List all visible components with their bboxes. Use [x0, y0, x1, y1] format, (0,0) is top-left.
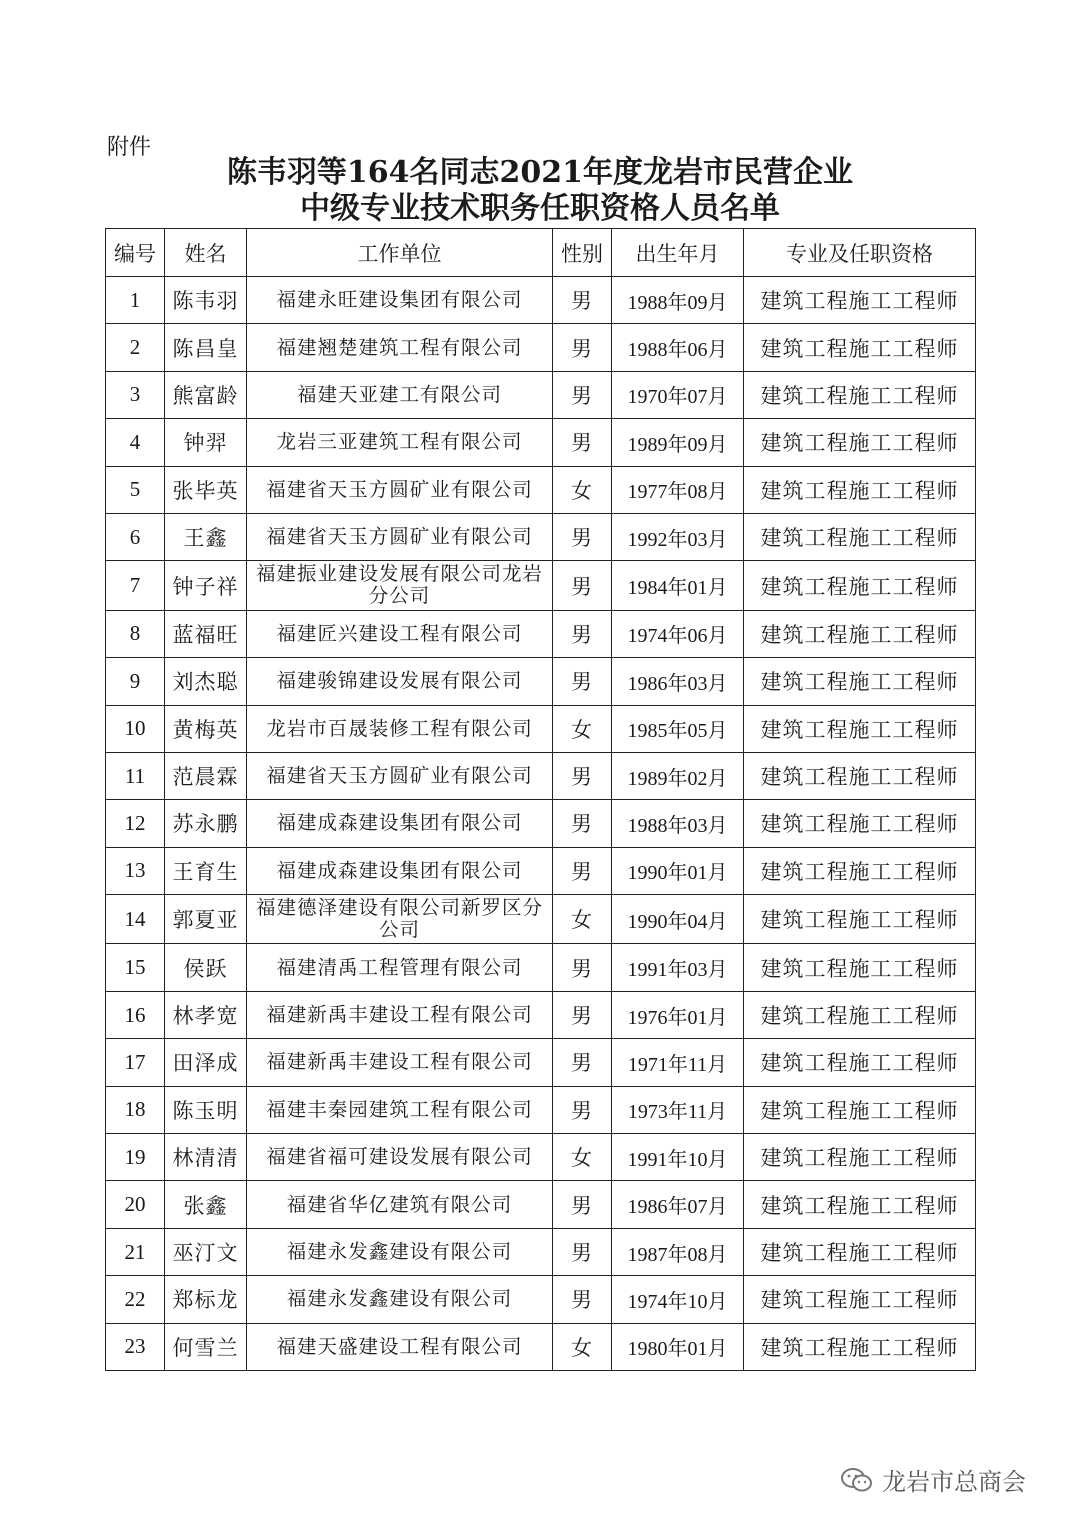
cell-sex: 男	[553, 658, 612, 705]
cell-qualification: 建筑工程施工工程师	[744, 658, 976, 705]
cell-number: 15	[106, 944, 165, 991]
cell-qualification: 建筑工程施工工程师	[744, 419, 976, 466]
table-row	[106, 1323, 976, 1370]
cell-sex: 女	[553, 466, 612, 513]
table-row	[106, 324, 976, 371]
cell-birth: 1989年02月	[612, 752, 744, 799]
cell-birth: 1974年06月	[612, 610, 744, 657]
cell-number: 4	[106, 419, 165, 466]
cell-number: 3	[106, 371, 165, 418]
cell-birth: 1988年09月	[612, 277, 744, 324]
cell-work-unit: 龙岩市百晟装修工程有限公司	[247, 705, 553, 752]
document-title-line2: 中级专业技术职务任职资格人员名单	[300, 191, 780, 226]
cell-birth: 1980年01月	[612, 1323, 744, 1370]
cell-name: 钟子祥	[165, 561, 247, 610]
cell-qualification: 建筑工程施工工程师	[744, 1228, 976, 1275]
table-row	[106, 705, 976, 752]
cell-qualification: 建筑工程施工工程师	[744, 1276, 976, 1323]
cell-number: 20	[106, 1181, 165, 1228]
column-header-qualification: 专业及任职资格	[744, 229, 976, 277]
cell-qualification: 建筑工程施工工程师	[744, 1039, 976, 1086]
cell-birth: 1991年10月	[612, 1134, 744, 1181]
cell-sex: 男	[553, 419, 612, 466]
cell-sex: 男	[553, 1276, 612, 1323]
table-row	[106, 561, 976, 610]
cell-number: 9	[106, 658, 165, 705]
table-row	[106, 1086, 976, 1133]
cell-name: 何雪兰	[165, 1323, 247, 1370]
table-row	[106, 1134, 976, 1181]
cell-number: 16	[106, 991, 165, 1038]
table-row	[106, 800, 976, 847]
cell-qualification: 建筑工程施工工程师	[744, 561, 976, 610]
table-row	[106, 895, 976, 944]
cell-name: 巫汀文	[165, 1228, 247, 1275]
cell-birth: 1974年10月	[612, 1276, 744, 1323]
table-header-row	[106, 229, 976, 277]
table-row	[106, 1039, 976, 1086]
cell-number: 17	[106, 1039, 165, 1086]
cell-birth: 1977年08月	[612, 466, 744, 513]
roster-table	[105, 228, 976, 1371]
document-title-line1: 陈韦羽等164名同志2021年度龙岩市民营企业	[226, 155, 854, 190]
cell-name: 王鑫	[165, 513, 247, 560]
cell-name: 张鑫	[165, 1181, 247, 1228]
table-row	[106, 610, 976, 657]
cell-name: 林清清	[165, 1134, 247, 1181]
cell-birth: 1971年11月	[612, 1039, 744, 1086]
table-row	[106, 847, 976, 894]
cell-number: 8	[106, 610, 165, 657]
cell-number: 6	[106, 513, 165, 560]
cell-number: 2	[106, 324, 165, 371]
cell-work-unit: 福建新禹丰建设工程有限公司	[247, 991, 553, 1038]
cell-work-unit: 福建振业建设发展有限公司龙岩分公司	[247, 561, 553, 610]
cell-work-unit: 福建成森建设集团有限公司	[247, 800, 553, 847]
cell-work-unit: 福建骏锦建设发展有限公司	[247, 658, 553, 705]
column-header-birth: 出生年月	[612, 229, 744, 277]
cell-qualification: 建筑工程施工工程师	[744, 1181, 976, 1228]
cell-number: 21	[106, 1228, 165, 1275]
cell-qualification: 建筑工程施工工程师	[744, 752, 976, 799]
cell-work-unit: 福建匠兴建设工程有限公司	[247, 610, 553, 657]
cell-sex: 男	[553, 1228, 612, 1275]
cell-number: 13	[106, 847, 165, 894]
cell-work-unit: 福建省福可建设发展有限公司	[247, 1134, 553, 1181]
cell-birth: 1990年01月	[612, 847, 744, 894]
cell-number: 18	[106, 1086, 165, 1133]
cell-sex: 男	[553, 944, 612, 991]
cell-qualification: 建筑工程施工工程师	[744, 991, 976, 1038]
cell-name: 侯跃	[165, 944, 247, 991]
cell-qualification: 建筑工程施工工程师	[744, 277, 976, 324]
cell-qualification: 建筑工程施工工程师	[744, 513, 976, 560]
cell-name: 陈韦羽	[165, 277, 247, 324]
table-row	[106, 991, 976, 1038]
cell-work-unit: 福建新禹丰建设工程有限公司	[247, 1039, 553, 1086]
watermark-text: 龙岩市总商会	[882, 1468, 1026, 1496]
cell-number: 7	[106, 561, 165, 610]
cell-work-unit: 福建永旺建设集团有限公司	[247, 277, 553, 324]
cell-name: 刘杰聪	[165, 658, 247, 705]
cell-work-unit: 福建清禹工程管理有限公司	[247, 944, 553, 991]
cell-work-unit: 福建省天玉方圆矿业有限公司	[247, 513, 553, 560]
cell-work-unit: 福建省天玉方圆矿业有限公司	[247, 466, 553, 513]
cell-name: 蓝福旺	[165, 610, 247, 657]
table-row	[106, 371, 976, 418]
cell-name: 田泽成	[165, 1039, 247, 1086]
cell-number: 22	[106, 1276, 165, 1323]
table-row	[106, 277, 976, 324]
cell-work-unit: 福建永发鑫建设有限公司	[247, 1228, 553, 1275]
column-header-work-unit: 工作单位	[247, 229, 553, 277]
cell-qualification: 建筑工程施工工程师	[744, 466, 976, 513]
cell-sex: 男	[553, 561, 612, 610]
cell-name: 苏永鹏	[165, 800, 247, 847]
cell-sex: 男	[553, 277, 612, 324]
cell-sex: 男	[553, 610, 612, 657]
cell-name: 陈昌皇	[165, 324, 247, 371]
column-header-number: 编号	[106, 229, 165, 277]
cell-name: 郑标龙	[165, 1276, 247, 1323]
cell-number: 19	[106, 1134, 165, 1181]
cell-sex: 女	[553, 705, 612, 752]
cell-sex: 女	[553, 1134, 612, 1181]
cell-work-unit: 福建省华亿建筑有限公司	[247, 1181, 553, 1228]
table-row	[106, 513, 976, 560]
table-row	[106, 1181, 976, 1228]
cell-sex: 男	[553, 1181, 612, 1228]
cell-qualification: 建筑工程施工工程师	[744, 1086, 976, 1133]
cell-name: 郭夏亚	[165, 895, 247, 944]
cell-number: 10	[106, 705, 165, 752]
cell-sex: 男	[553, 1039, 612, 1086]
cell-qualification: 建筑工程施工工程师	[744, 944, 976, 991]
cell-sex: 男	[553, 324, 612, 371]
cell-birth: 1984年01月	[612, 561, 744, 610]
cell-work-unit: 福建翘楚建筑工程有限公司	[247, 324, 553, 371]
cell-name: 王育生	[165, 847, 247, 894]
cell-number: 12	[106, 800, 165, 847]
cell-name: 陈玉明	[165, 1086, 247, 1133]
cell-number: 5	[106, 466, 165, 513]
cell-name: 张毕英	[165, 466, 247, 513]
roster-body	[106, 277, 976, 1371]
cell-name: 钟羿	[165, 419, 247, 466]
cell-number: 14	[106, 895, 165, 944]
cell-sex: 男	[553, 847, 612, 894]
cell-birth: 1973年11月	[612, 1086, 744, 1133]
cell-birth: 1986年03月	[612, 658, 744, 705]
cell-sex: 男	[553, 991, 612, 1038]
cell-birth: 1988年03月	[612, 800, 744, 847]
cell-work-unit: 福建天亚建工有限公司	[247, 371, 553, 418]
cell-sex: 女	[553, 1323, 612, 1370]
table-row	[106, 658, 976, 705]
table-row	[106, 1276, 976, 1323]
cell-number: 23	[106, 1323, 165, 1370]
cell-birth: 1990年04月	[612, 895, 744, 944]
cell-qualification: 建筑工程施工工程师	[744, 800, 976, 847]
cell-birth: 1970年07月	[612, 371, 744, 418]
cell-work-unit: 龙岩三亚建筑工程有限公司	[247, 419, 553, 466]
cell-work-unit: 福建永发鑫建设有限公司	[247, 1276, 553, 1323]
cell-name: 熊富龄	[165, 371, 247, 418]
cell-sex: 男	[553, 513, 612, 560]
cell-birth: 1986年07月	[612, 1181, 744, 1228]
cell-name: 黄梅英	[165, 705, 247, 752]
cell-qualification: 建筑工程施工工程师	[744, 371, 976, 418]
cell-number: 1	[106, 277, 165, 324]
cell-work-unit: 福建丰秦园建筑工程有限公司	[247, 1086, 553, 1133]
cell-birth: 1987年08月	[612, 1228, 744, 1275]
cell-birth: 1991年03月	[612, 944, 744, 991]
cell-birth: 1985年05月	[612, 705, 744, 752]
cell-birth: 1992年03月	[612, 513, 744, 560]
cell-sex: 男	[553, 1086, 612, 1133]
column-header-name: 姓名	[165, 229, 247, 277]
column-header-sex: 性别	[553, 229, 612, 277]
cell-qualification: 建筑工程施工工程师	[744, 1323, 976, 1370]
cell-qualification: 建筑工程施工工程师	[744, 610, 976, 657]
cell-work-unit: 福建成森建设集团有限公司	[247, 847, 553, 894]
cell-work-unit: 福建德泽建设有限公司新罗区分公司	[247, 895, 553, 944]
cell-number: 11	[106, 752, 165, 799]
cell-birth: 1988年06月	[612, 324, 744, 371]
cell-sex: 男	[553, 800, 612, 847]
cell-work-unit: 福建天盛建设工程有限公司	[247, 1323, 553, 1370]
cell-name: 林孝宽	[165, 991, 247, 1038]
cell-qualification: 建筑工程施工工程师	[744, 1134, 976, 1181]
cell-sex: 男	[553, 371, 612, 418]
table-row	[106, 944, 976, 991]
table-row	[106, 466, 976, 513]
table-row	[106, 1228, 976, 1275]
wechat-icon	[840, 1466, 874, 1494]
attachment-label: 附件	[107, 135, 152, 160]
cell-qualification: 建筑工程施工工程师	[744, 705, 976, 752]
cell-sex: 女	[553, 895, 612, 944]
table-row	[106, 752, 976, 799]
cell-name: 范晨霖	[165, 752, 247, 799]
cell-qualification: 建筑工程施工工程师	[744, 324, 976, 371]
cell-qualification: 建筑工程施工工程师	[744, 895, 976, 944]
cell-work-unit: 福建省天玉方圆矿业有限公司	[247, 752, 553, 799]
cell-qualification: 建筑工程施工工程师	[744, 847, 976, 894]
cell-birth: 1976年01月	[612, 991, 744, 1038]
cell-birth: 1989年09月	[612, 419, 744, 466]
cell-sex: 男	[553, 752, 612, 799]
watermark-logo	[840, 1462, 1026, 1497]
table-row	[106, 419, 976, 466]
